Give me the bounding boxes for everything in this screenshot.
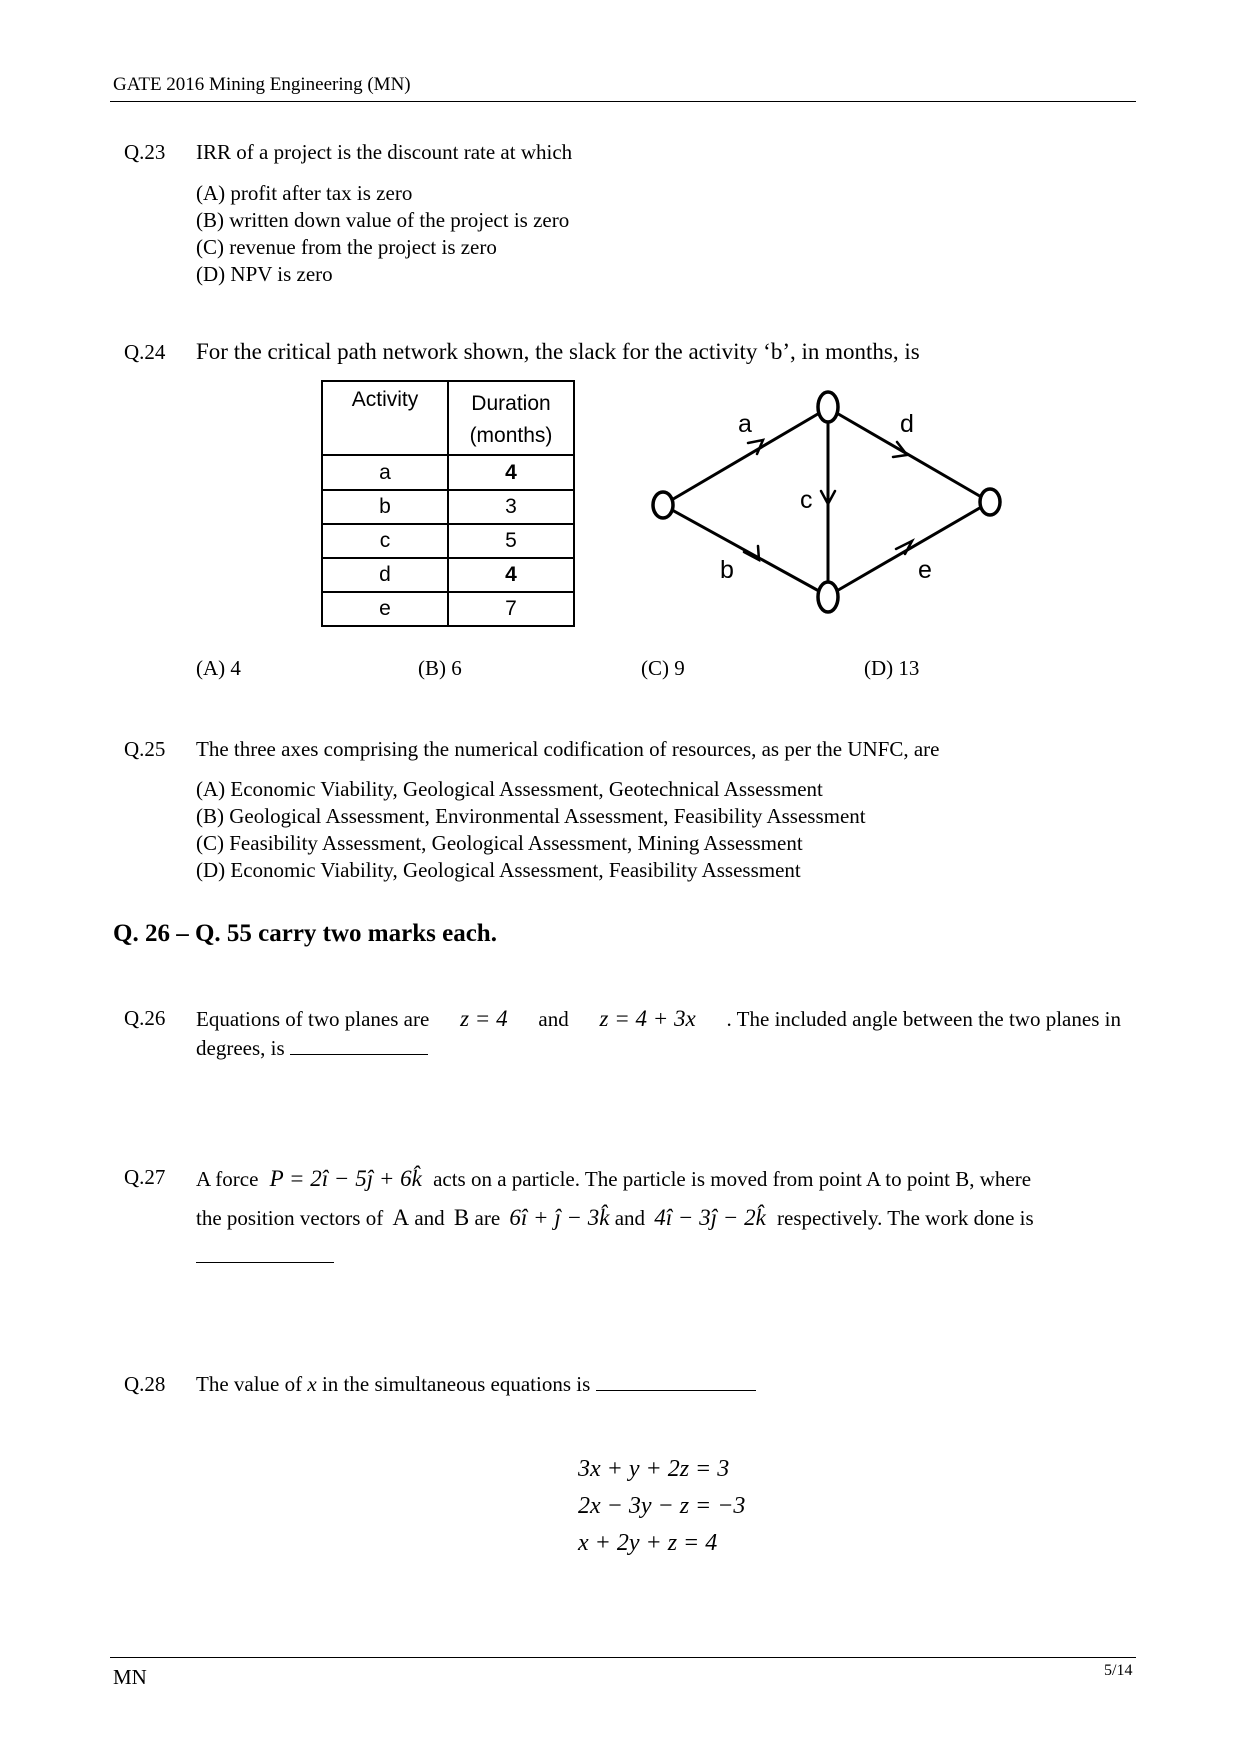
q28-text-b: in the simultaneous equations is bbox=[321, 1372, 591, 1396]
q28-equation-1: 3x + y + 2z = 3 bbox=[578, 1456, 730, 1482]
table-row bbox=[322, 524, 574, 558]
table-header-duration-line2: (months) bbox=[469, 424, 553, 447]
q28-text bbox=[196, 1372, 756, 1397]
q23-option-c: (C) revenue from the project is zero bbox=[196, 235, 497, 259]
q27-text-are: are bbox=[474, 1206, 501, 1230]
q27-position-a: 6î + ĵ − 3k̂ bbox=[509, 1205, 610, 1230]
table-cell-duration: 7 bbox=[448, 592, 574, 626]
q27-position-b: 4î − 3ĵ − 2k̂ bbox=[654, 1205, 766, 1230]
q23-option-d: (D) NPV is zero bbox=[196, 262, 333, 286]
q27-vector-b: B bbox=[453, 1205, 470, 1230]
critical-path-network-diagram bbox=[640, 385, 1020, 615]
q23-number: Q.23 bbox=[124, 140, 166, 164]
q28-equation-2: 2x − 3y − z = −3 bbox=[578, 1493, 746, 1519]
q25-options bbox=[196, 776, 866, 884]
q27-text-b: acts on a particle. The particle is moved from point A to point B, where bbox=[433, 1167, 1032, 1191]
q24-duration-table bbox=[321, 380, 575, 627]
table-header-duration bbox=[448, 381, 574, 455]
q27-force-expression: P = 2î − 5ĵ + 6k̂ bbox=[269, 1166, 422, 1191]
q28-variable: x bbox=[307, 1372, 317, 1396]
q27-line2 bbox=[196, 1205, 1121, 1231]
q24-text: For the critical path network shown, the slack for the activity ‘b’, in months, is bbox=[196, 339, 920, 364]
page-header-title: GATE 2016 Mining Engineering (MN) bbox=[113, 74, 411, 95]
label-b: b bbox=[720, 556, 734, 584]
label-e: e bbox=[918, 556, 932, 584]
q28-text-a: The value of bbox=[196, 1372, 303, 1396]
node-end-icon bbox=[980, 489, 1000, 515]
q25-option-d: (D) Economic Viability, Geological Assessment, Feasibility Assessment bbox=[196, 858, 801, 882]
q27-number: Q.27 bbox=[124, 1165, 166, 1189]
q27-text-a: A force bbox=[196, 1167, 259, 1191]
table-header-duration-line1: Duration bbox=[471, 392, 551, 415]
q27-line1 bbox=[196, 1166, 1121, 1192]
table-cell-duration: 4 bbox=[448, 558, 574, 592]
q23-text: IRR of a project is the discount rate at which bbox=[196, 140, 573, 164]
q25-option-b: (B) Geological Assessment, Environmental Assessment, Feasibility Assessment bbox=[196, 804, 866, 828]
footer-page-number: 5/14 bbox=[1104, 1662, 1133, 1679]
table-header-activity: Activity bbox=[322, 381, 448, 455]
q24-number: Q.24 bbox=[124, 340, 166, 364]
q26-text-end: . The included angle between the two planes in bbox=[726, 1007, 1121, 1031]
table-row bbox=[322, 455, 574, 490]
q23-options bbox=[196, 180, 569, 288]
node-start-icon bbox=[653, 492, 673, 518]
table-cell-activity: d bbox=[322, 558, 448, 592]
q27-text-and2: and bbox=[614, 1206, 646, 1230]
q28-answer-blank bbox=[596, 1372, 756, 1391]
section-heading: Q. 26 – Q. 55 carry two marks each. bbox=[113, 920, 497, 947]
label-c: c bbox=[800, 486, 813, 514]
table-row bbox=[322, 490, 574, 524]
q26-equation-2: z = 4 + 3x bbox=[599, 1006, 696, 1031]
footer-rule bbox=[110, 1657, 1136, 1658]
edge-b bbox=[663, 505, 828, 596]
q28-equations bbox=[578, 1451, 745, 1562]
q26-equation-1: z = 4 bbox=[460, 1006, 508, 1031]
table-row bbox=[322, 592, 574, 626]
table-cell-activity: e bbox=[322, 592, 448, 626]
q28-equation-3: x + 2y + z = 4 bbox=[578, 1530, 718, 1556]
q26-text-line2: degrees, is bbox=[196, 1036, 285, 1060]
q27-text-d: respectively. The work done is bbox=[777, 1206, 1034, 1230]
table-cell-activity: c bbox=[322, 524, 448, 558]
label-d: d bbox=[900, 410, 914, 438]
label-a: a bbox=[738, 410, 752, 438]
table-cell-duration: 4 bbox=[448, 455, 574, 490]
q24-option-d: (D) 13 bbox=[864, 656, 920, 680]
q24-option-c: (C) 9 bbox=[641, 656, 685, 680]
q23-option-a: (A) profit after tax is zero bbox=[196, 181, 413, 205]
node-top-icon bbox=[818, 392, 838, 422]
q24-option-b: (B) 6 bbox=[418, 656, 462, 680]
q25-text: The three axes comprising the numerical codification of resources, as per the UNFC, are bbox=[196, 737, 940, 761]
footer-paper-code: MN bbox=[113, 1665, 147, 1689]
q27-answer-blank-wrap bbox=[196, 1244, 334, 1268]
q24-option-a: (A) 4 bbox=[196, 656, 241, 680]
q28-number: Q.28 bbox=[124, 1372, 166, 1396]
table-cell-activity: a bbox=[322, 455, 448, 490]
table-cell-activity: b bbox=[322, 490, 448, 524]
q26-text bbox=[196, 1006, 1121, 1061]
table-row bbox=[322, 558, 574, 592]
q27-answer-blank bbox=[196, 1244, 334, 1263]
q25-option-a: (A) Economic Viability, Geological Assessment, Geotechnical Assessment bbox=[196, 777, 823, 801]
q23-option-b: (B) written down value of the project is zero bbox=[196, 208, 570, 232]
q25-number: Q.25 bbox=[124, 737, 166, 761]
q26-answer-blank bbox=[290, 1036, 428, 1055]
table-cell-duration: 3 bbox=[448, 490, 574, 524]
q27-text-c: the position vectors of bbox=[196, 1206, 384, 1230]
table-cell-duration: 5 bbox=[448, 524, 574, 558]
header-rule bbox=[110, 101, 1136, 102]
q27-vector-a: A bbox=[392, 1205, 410, 1230]
q25-option-c: (C) Feasibility Assessment, Geological Assessment, Mining Assessment bbox=[196, 831, 803, 855]
node-bottom-icon bbox=[818, 582, 838, 612]
q26-text-start: Equations of two planes are bbox=[196, 1007, 430, 1031]
q26-text-and: and bbox=[538, 1007, 569, 1031]
q27-text-and1: and bbox=[414, 1206, 445, 1230]
q26-number: Q.26 bbox=[124, 1006, 166, 1030]
